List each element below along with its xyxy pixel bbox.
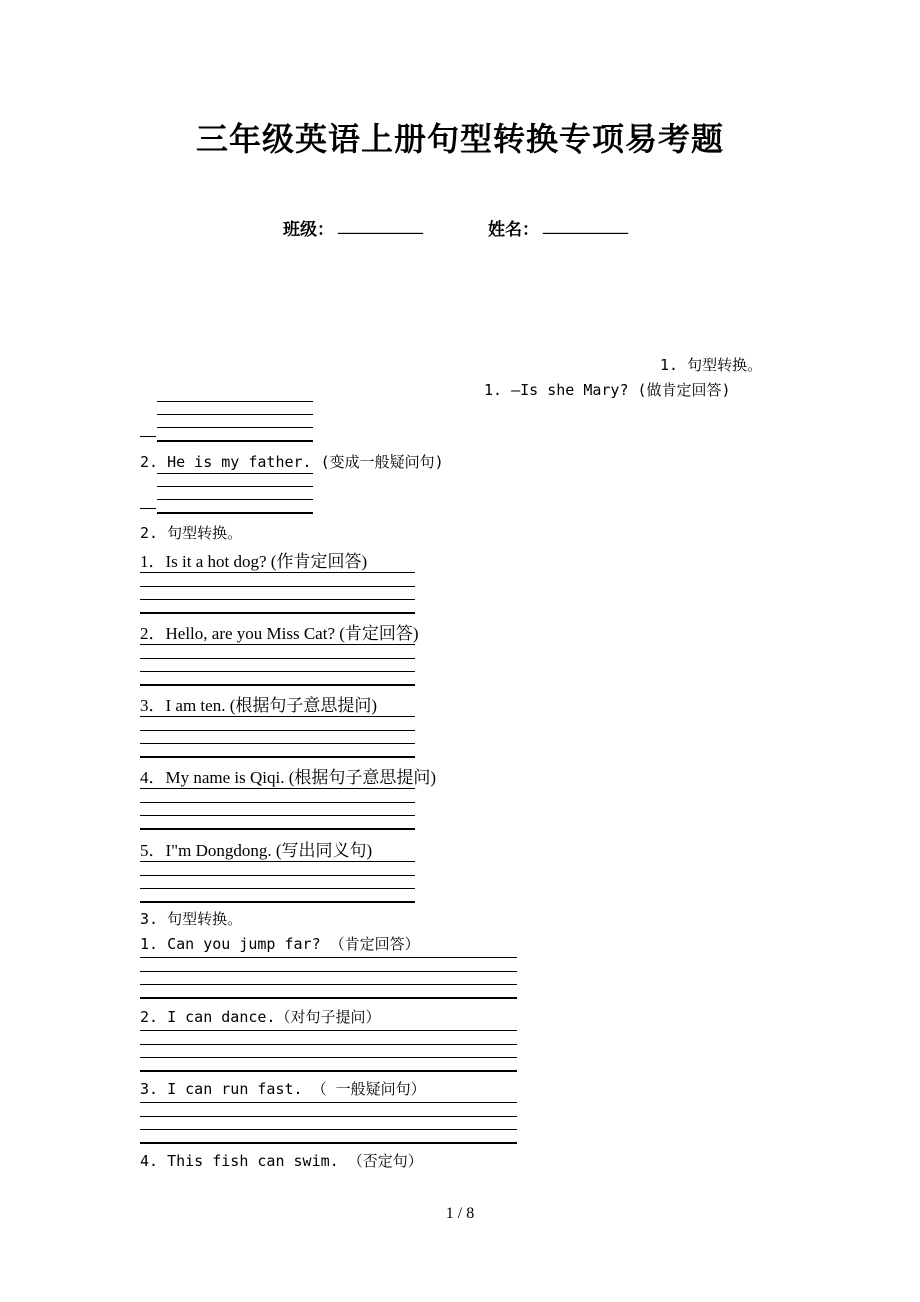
answer-line[interactable] bbox=[140, 1057, 517, 1058]
section3-question-2: 2. I can dance.（对句子提问） bbox=[140, 1008, 381, 1026]
dash-mark bbox=[140, 436, 156, 437]
answer-line[interactable] bbox=[140, 1129, 517, 1130]
answer-line[interactable] bbox=[140, 716, 415, 717]
section2-question-2: 2．Hello, are you Miss Cat? (肯定回答) bbox=[140, 624, 419, 643]
answer-line[interactable] bbox=[140, 730, 415, 731]
answer-line[interactable] bbox=[140, 1044, 517, 1045]
answer-line[interactable] bbox=[140, 1030, 517, 1031]
answer-line[interactable] bbox=[140, 901, 415, 903]
answer-line[interactable] bbox=[140, 1116, 517, 1117]
section3-question-4: 4. This fish can swim. （否定句） bbox=[140, 1152, 423, 1170]
answer-line[interactable] bbox=[140, 875, 415, 876]
answer-line[interactable] bbox=[140, 861, 415, 862]
answer-line[interactable] bbox=[140, 599, 415, 600]
answer-line[interactable] bbox=[140, 984, 517, 985]
answer-line[interactable] bbox=[140, 756, 415, 758]
answer-line[interactable] bbox=[157, 512, 313, 514]
answer-line[interactable] bbox=[140, 658, 415, 659]
answer-line[interactable] bbox=[157, 499, 313, 500]
answer-line[interactable] bbox=[157, 440, 313, 442]
answer-line[interactable] bbox=[140, 802, 415, 803]
answer-line[interactable] bbox=[140, 971, 517, 972]
section3-heading: 3. 句型转换。 bbox=[140, 910, 243, 928]
name-blank[interactable]: __________ bbox=[543, 215, 628, 235]
answer-line[interactable] bbox=[157, 427, 313, 428]
answer-line[interactable] bbox=[140, 888, 415, 889]
section1-question-2: 2. He is my father. (变成一般疑问句) bbox=[140, 453, 444, 471]
section3-question-3: 3. I can run fast. （ 一般疑问句） bbox=[140, 1080, 426, 1098]
answer-line[interactable] bbox=[140, 612, 415, 614]
section3-question-1: 1. Can you jump far? （肯定回答） bbox=[140, 935, 420, 953]
section1-heading: 1. 句型转换。 bbox=[660, 356, 763, 374]
answer-line[interactable] bbox=[140, 957, 517, 958]
answer-line[interactable] bbox=[140, 828, 415, 830]
page-number: 1 / 8 bbox=[445, 1205, 475, 1222]
section2-heading: 2. 句型转换。 bbox=[140, 524, 243, 542]
answer-line[interactable] bbox=[140, 586, 415, 587]
section2-question-1: 1．Is it a hot dog? (作肯定回答) bbox=[140, 552, 368, 571]
answer-line[interactable] bbox=[140, 743, 415, 744]
answer-line[interactable] bbox=[140, 644, 415, 645]
class-blank[interactable]: __________ bbox=[338, 215, 423, 235]
answer-line[interactable] bbox=[157, 473, 313, 474]
answer-line[interactable] bbox=[140, 684, 415, 686]
answer-line[interactable] bbox=[140, 1070, 517, 1072]
answer-line[interactable] bbox=[140, 671, 415, 672]
dash-mark bbox=[140, 508, 156, 509]
name-label: 姓名： bbox=[488, 220, 539, 240]
answer-line[interactable] bbox=[140, 1102, 517, 1103]
section2-question-4: 4．My name is Qiqi. (根据句子意思提问) bbox=[140, 768, 437, 787]
section2-question-5: 5．I"m Dongdong. (写出同义句) bbox=[140, 841, 373, 860]
answer-line[interactable] bbox=[140, 572, 415, 573]
answer-line[interactable] bbox=[157, 401, 313, 402]
section1-question-1: 1. —Is she Mary? (做肯定回答) bbox=[484, 381, 731, 399]
section2-question-3: 3．I am ten. (根据句子意思提问) bbox=[140, 696, 378, 715]
answer-line[interactable] bbox=[140, 815, 415, 816]
page-title: 三年级英语上册句型转换专项易考题 bbox=[195, 120, 724, 158]
answer-line[interactable] bbox=[140, 997, 517, 999]
class-label: 班级： bbox=[283, 220, 334, 240]
answer-line[interactable] bbox=[157, 486, 313, 487]
answer-line[interactable] bbox=[140, 1142, 517, 1144]
answer-line[interactable] bbox=[157, 414, 313, 415]
answer-line[interactable] bbox=[140, 788, 415, 789]
